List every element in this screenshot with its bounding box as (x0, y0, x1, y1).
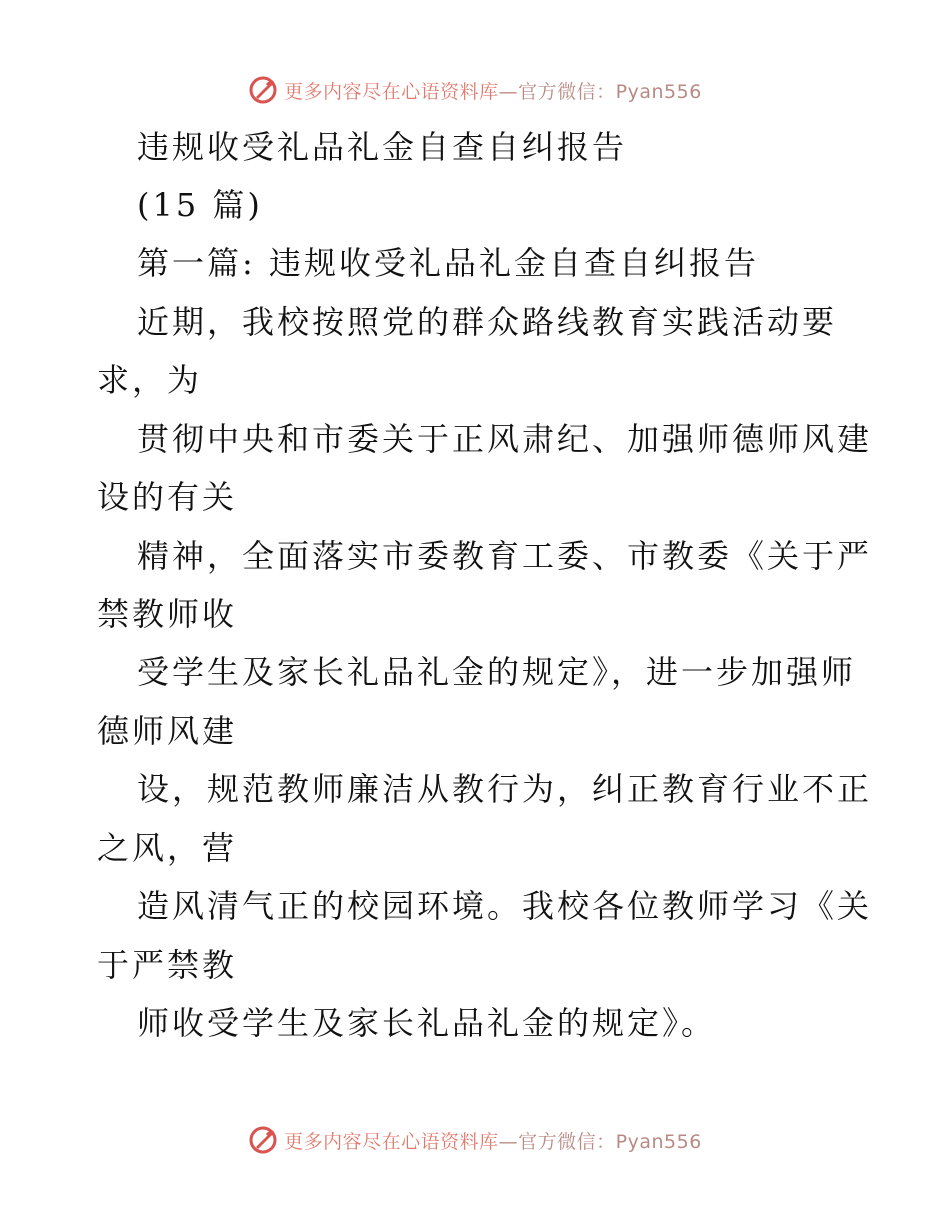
quill-logo-icon (248, 75, 278, 105)
document-title: 违规收受礼品礼金自查自纠报告 (137, 128, 628, 166)
paragraph-line: 受学生及家长礼品礼金的规定》，进一步加强师 (137, 653, 857, 691)
paragraph-line: 禁教师收 (97, 595, 238, 633)
paragraph-line: 德师风建 (97, 712, 238, 750)
paragraph-line: 设的有关 (97, 478, 238, 516)
watermark-text: 更多内容尽在心语资料库—官方微信：Pyan556 (284, 1130, 702, 1153)
quill-logo-icon (248, 1125, 278, 1155)
paragraph-line: 于严禁教 (97, 946, 238, 984)
watermark-text: 更多内容尽在心语资料库—官方微信：Pyan556 (284, 80, 702, 103)
paragraph-line: 之风，营 (97, 829, 238, 867)
header-watermark (0, 70, 950, 110)
paragraph-line: 设，规范教师廉洁从教行为，纠正教育行业不正 (137, 770, 873, 808)
footer-watermark (0, 1120, 950, 1160)
paragraph-line: 求，为 (97, 361, 203, 399)
paragraph-line: 造风清气正的校园环境。我校各位教师学习《关 (137, 887, 873, 925)
section-heading: 第一篇: 违规收受礼品礼金自查自纠报告 (137, 244, 759, 282)
paragraph-line: 贯彻中央和市委关于正风肃纪、加强师德师风建 (137, 420, 873, 458)
paragraph-line: 精神，全面落实市委教育工委、市教委《关于严 (137, 537, 873, 575)
paragraph-line: 师收受学生及家长礼品礼金的规定》。 (137, 1004, 717, 1042)
document-subtitle: (15 篇) (137, 186, 263, 224)
paragraph-line: 近期，我校按照党的群众路线教育实践活动要 (137, 303, 838, 341)
